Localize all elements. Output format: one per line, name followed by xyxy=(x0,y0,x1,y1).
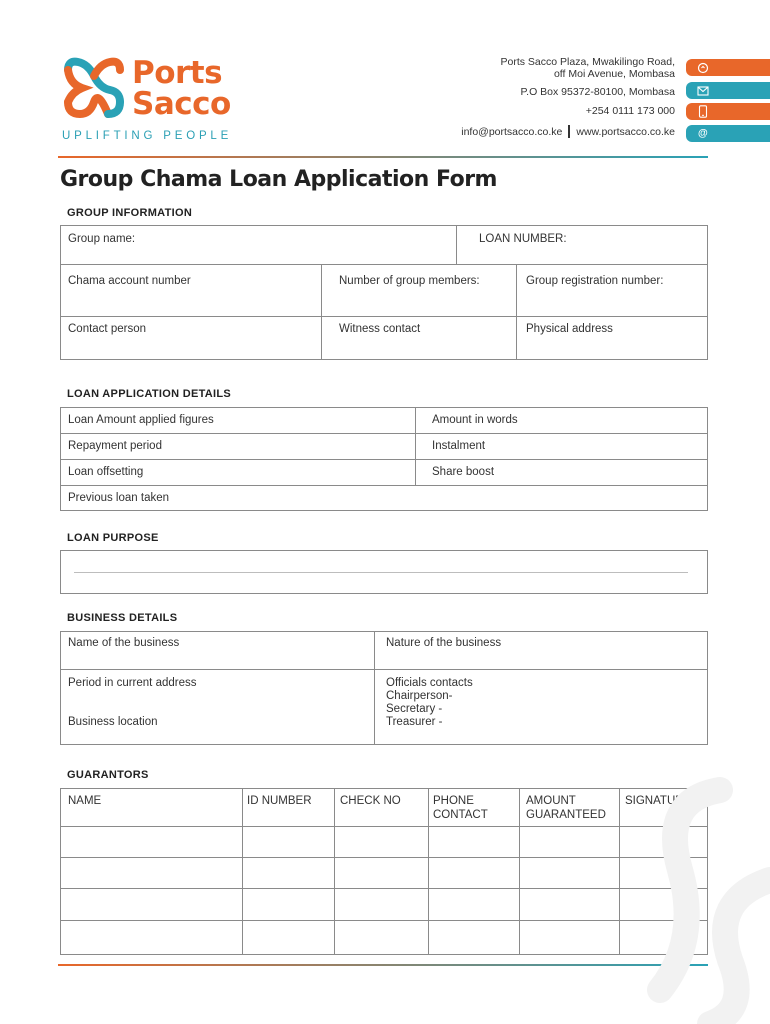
po-box: P.O Box 95372-80100, Mombasa xyxy=(520,86,675,98)
physical-address-field[interactable]: Physical address xyxy=(526,323,613,335)
form-title: Group Chama Loan Application Form xyxy=(60,167,497,192)
chama-account-number-field[interactable]: Chama account number xyxy=(68,275,191,287)
divider xyxy=(456,225,457,264)
phone-number: +254 0111 173 000 xyxy=(585,105,675,117)
registration-number-field[interactable]: Group registration number: xyxy=(526,275,664,287)
secretary-field[interactable]: Secretary - xyxy=(386,703,443,715)
officials-contacts-label: Officials contacts xyxy=(386,677,473,689)
website-link[interactable]: www.portsacco.co.ke xyxy=(576,125,675,138)
divider xyxy=(516,264,517,360)
column-divider xyxy=(428,788,429,955)
phone-icon xyxy=(698,105,708,118)
column-header-amount-line2: GUARANTEED xyxy=(526,809,606,821)
ports-sacco-logo-icon xyxy=(58,56,128,122)
brand-name-sacco: Sacco xyxy=(132,86,231,122)
address-line-2: off Moi Avenue, Mombasa xyxy=(553,68,675,80)
location-icon xyxy=(697,62,709,74)
column-divider xyxy=(519,788,520,955)
divider xyxy=(60,485,708,486)
amount-in-words-field[interactable]: Amount in words xyxy=(432,414,518,426)
column-divider xyxy=(242,788,243,955)
phone-tab xyxy=(686,103,770,120)
share-boost-field[interactable]: Share boost xyxy=(432,466,495,478)
loan-amount-figures-field[interactable]: Loan Amount applied figures xyxy=(68,414,214,426)
header-divider xyxy=(58,156,708,158)
divider xyxy=(60,433,708,434)
column-header-id-number: ID NUMBER xyxy=(247,795,312,807)
divider xyxy=(60,316,708,317)
divider xyxy=(321,264,322,360)
divider xyxy=(60,459,708,460)
section-title-loan-purpose: LOAN PURPOSE xyxy=(67,532,159,544)
mail-icon xyxy=(697,86,709,96)
column-header-phone: PHONE xyxy=(433,795,474,807)
group-name-field[interactable]: Group name: xyxy=(68,233,136,245)
brand-name-ports: Ports xyxy=(132,55,223,91)
at-tab xyxy=(686,125,770,142)
column-header-name: NAME xyxy=(68,795,102,807)
business-location-field[interactable]: Business location xyxy=(68,716,158,728)
witness-contact-field[interactable]: Witness contact xyxy=(339,323,421,335)
column-header-signature: SIGNATURE xyxy=(625,795,692,807)
nature-of-business-field[interactable]: Nature of the business xyxy=(386,637,502,649)
loan-number-field[interactable]: LOAN NUMBER: xyxy=(479,233,567,245)
number-of-members-field[interactable]: Number of group members: xyxy=(339,275,480,287)
separator xyxy=(568,125,570,138)
divider xyxy=(60,669,708,670)
column-header-check-no: CHECK NO xyxy=(340,795,401,807)
watermark-logo-icon xyxy=(600,760,770,1024)
brand-tagline: UPLIFTING PEOPLE xyxy=(62,130,233,142)
address-line-1: Ports Sacco Plaza, Mwakilingo Road, xyxy=(500,56,675,68)
section-title-group-information: GROUP INFORMATION xyxy=(67,207,193,219)
group-information-table xyxy=(60,225,708,360)
divider xyxy=(415,407,416,485)
name-of-business-field[interactable]: Name of the business xyxy=(68,637,180,649)
mail-tab xyxy=(686,82,770,99)
email-link[interactable]: info@portsacco.co.ke xyxy=(461,125,563,138)
section-title-business-details: BUSINESS DETAILS xyxy=(67,612,178,624)
chairperson-field[interactable]: Chairperson- xyxy=(386,690,453,702)
loan-offsetting-field[interactable]: Loan offsetting xyxy=(68,466,144,478)
divider xyxy=(374,631,375,745)
treasurer-field[interactable]: Treasurer - xyxy=(386,716,443,728)
section-title-loan-details: LOAN APPLICATION DETAILS xyxy=(67,388,232,400)
loan-purpose-write-line xyxy=(74,572,688,573)
contact-person-field[interactable]: Contact person xyxy=(68,323,146,335)
at-icon: @ xyxy=(698,128,708,139)
column-header-phone-line2: CONTACT xyxy=(433,809,488,821)
instalment-field[interactable]: Instalment xyxy=(432,440,486,452)
previous-loan-field[interactable]: Previous loan taken xyxy=(68,492,170,504)
section-title-guarantors: GUARANTORS xyxy=(67,769,149,781)
divider xyxy=(60,264,708,265)
column-divider xyxy=(334,788,335,955)
location-tab xyxy=(686,59,770,76)
period-current-address-field[interactable]: Period in current address xyxy=(68,677,197,689)
column-header-amount: AMOUNT xyxy=(526,795,576,807)
repayment-period-field[interactable]: Repayment period xyxy=(68,440,162,452)
email-website-row xyxy=(461,125,675,138)
